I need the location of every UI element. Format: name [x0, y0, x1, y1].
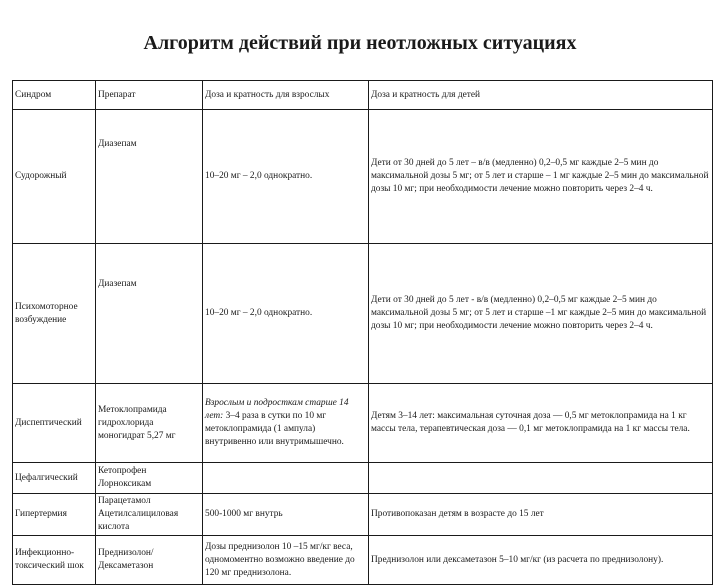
drug-cell: Диазепам	[96, 110, 203, 244]
adult-dose-cell	[203, 384, 369, 463]
header-syndrome: Синдром	[13, 81, 96, 110]
header-adult-dose: Доза и кратность для взрослых	[203, 81, 369, 110]
syndrome-cell: Диспептический	[13, 384, 96, 463]
adult-dose-italic: Взрослым и подросткам старше 14 лет:	[205, 398, 349, 421]
table-row	[13, 463, 713, 494]
child-dose-cell: Дети от 30 дней до 5 лет – в/в (медленно) 0,2–0,5 мг каждые 2–5 мин до максимальной дозы 5 мг; от 5 лет и старше – 1 мг каждые 2–5 мин до максимальной дозы 10 мг; при необходимости лечение можно повторить через 2–4 ч.	[369, 110, 713, 244]
adult-dose-cell: 10–20 мг – 2,0 однократно.	[203, 244, 369, 384]
child-dose-cell	[369, 463, 713, 494]
table-row	[13, 244, 713, 384]
syndrome-cell: Судорожный	[13, 110, 96, 244]
header-drug: Препарат	[96, 81, 203, 110]
syndrome-cell: Гипертермия	[13, 494, 96, 536]
adult-dose-cell	[203, 463, 369, 494]
table-row	[13, 384, 713, 463]
drug-cell: Диазепам	[96, 244, 203, 384]
adult-dose-cell: 10–20 мг – 2,0 однократно.	[203, 110, 369, 244]
drug-cell: Парацетамол Ацетилсалициловая кислота	[96, 494, 203, 536]
page-title: Алгоритм действий при неотложных ситуациях	[143, 32, 577, 54]
emergency-algorithm-table	[12, 80, 713, 585]
syndrome-cell: Инфекционно-токсический шок	[13, 536, 96, 585]
table-header-row	[13, 81, 713, 110]
drug-cell: Кетопрофен Лорноксикам	[96, 463, 203, 494]
table-row	[13, 494, 713, 536]
child-dose-cell: Детям 3–14 лет: максимальная суточная доза — 0,5 мг метоклопрамида на 1 кг массы тела, терапевтическая доза — 0,1 мг метоклопрамида на 1 кг массы тела.	[369, 384, 713, 463]
table-row	[13, 536, 713, 585]
drug-cell: Метоклопрамида гидрохлорида моногидрат 5,27 мг	[96, 384, 203, 463]
child-dose-cell: Дети от 30 дней до 5 лет - в/в (медленно) 0,2–0,5 мг каждые 2–5 мин до максимальной дозы 5 мг; от 5 лет и старше –1 мг каждые 2–5 мин до максимальной дозы 10 мг; при необходимости лечение можно повторить через 2–4 ч.	[369, 244, 713, 384]
header-child-dose: Доза и кратность для детей	[369, 81, 713, 110]
syndrome-cell: Психомоторное возбуждение	[13, 244, 96, 384]
adult-dose-cell: 500-1000 мг внутрь	[203, 494, 369, 536]
adult-dose-text: 3–4 раза в сутки по 10 мг метоклопрамида (1 ампула) внутривенно или внутримышечно.	[205, 411, 344, 447]
drug-cell: Преднизолон/ Дексаметазон	[96, 536, 203, 585]
syndrome-cell: Цефалгический	[13, 463, 96, 494]
table-row	[13, 110, 713, 244]
adult-dose-cell: Дозы преднизолон 10 –15 мг/кг веса, одномоментно возможно введение до 120 мг преднизолона.	[203, 536, 369, 585]
child-dose-cell: Преднизолон или дексаметазон 5–10 мг/кг (из расчета по преднизолону).	[369, 536, 713, 585]
child-dose-cell: Противопоказан детям в возрасте до 15 лет	[369, 494, 713, 536]
